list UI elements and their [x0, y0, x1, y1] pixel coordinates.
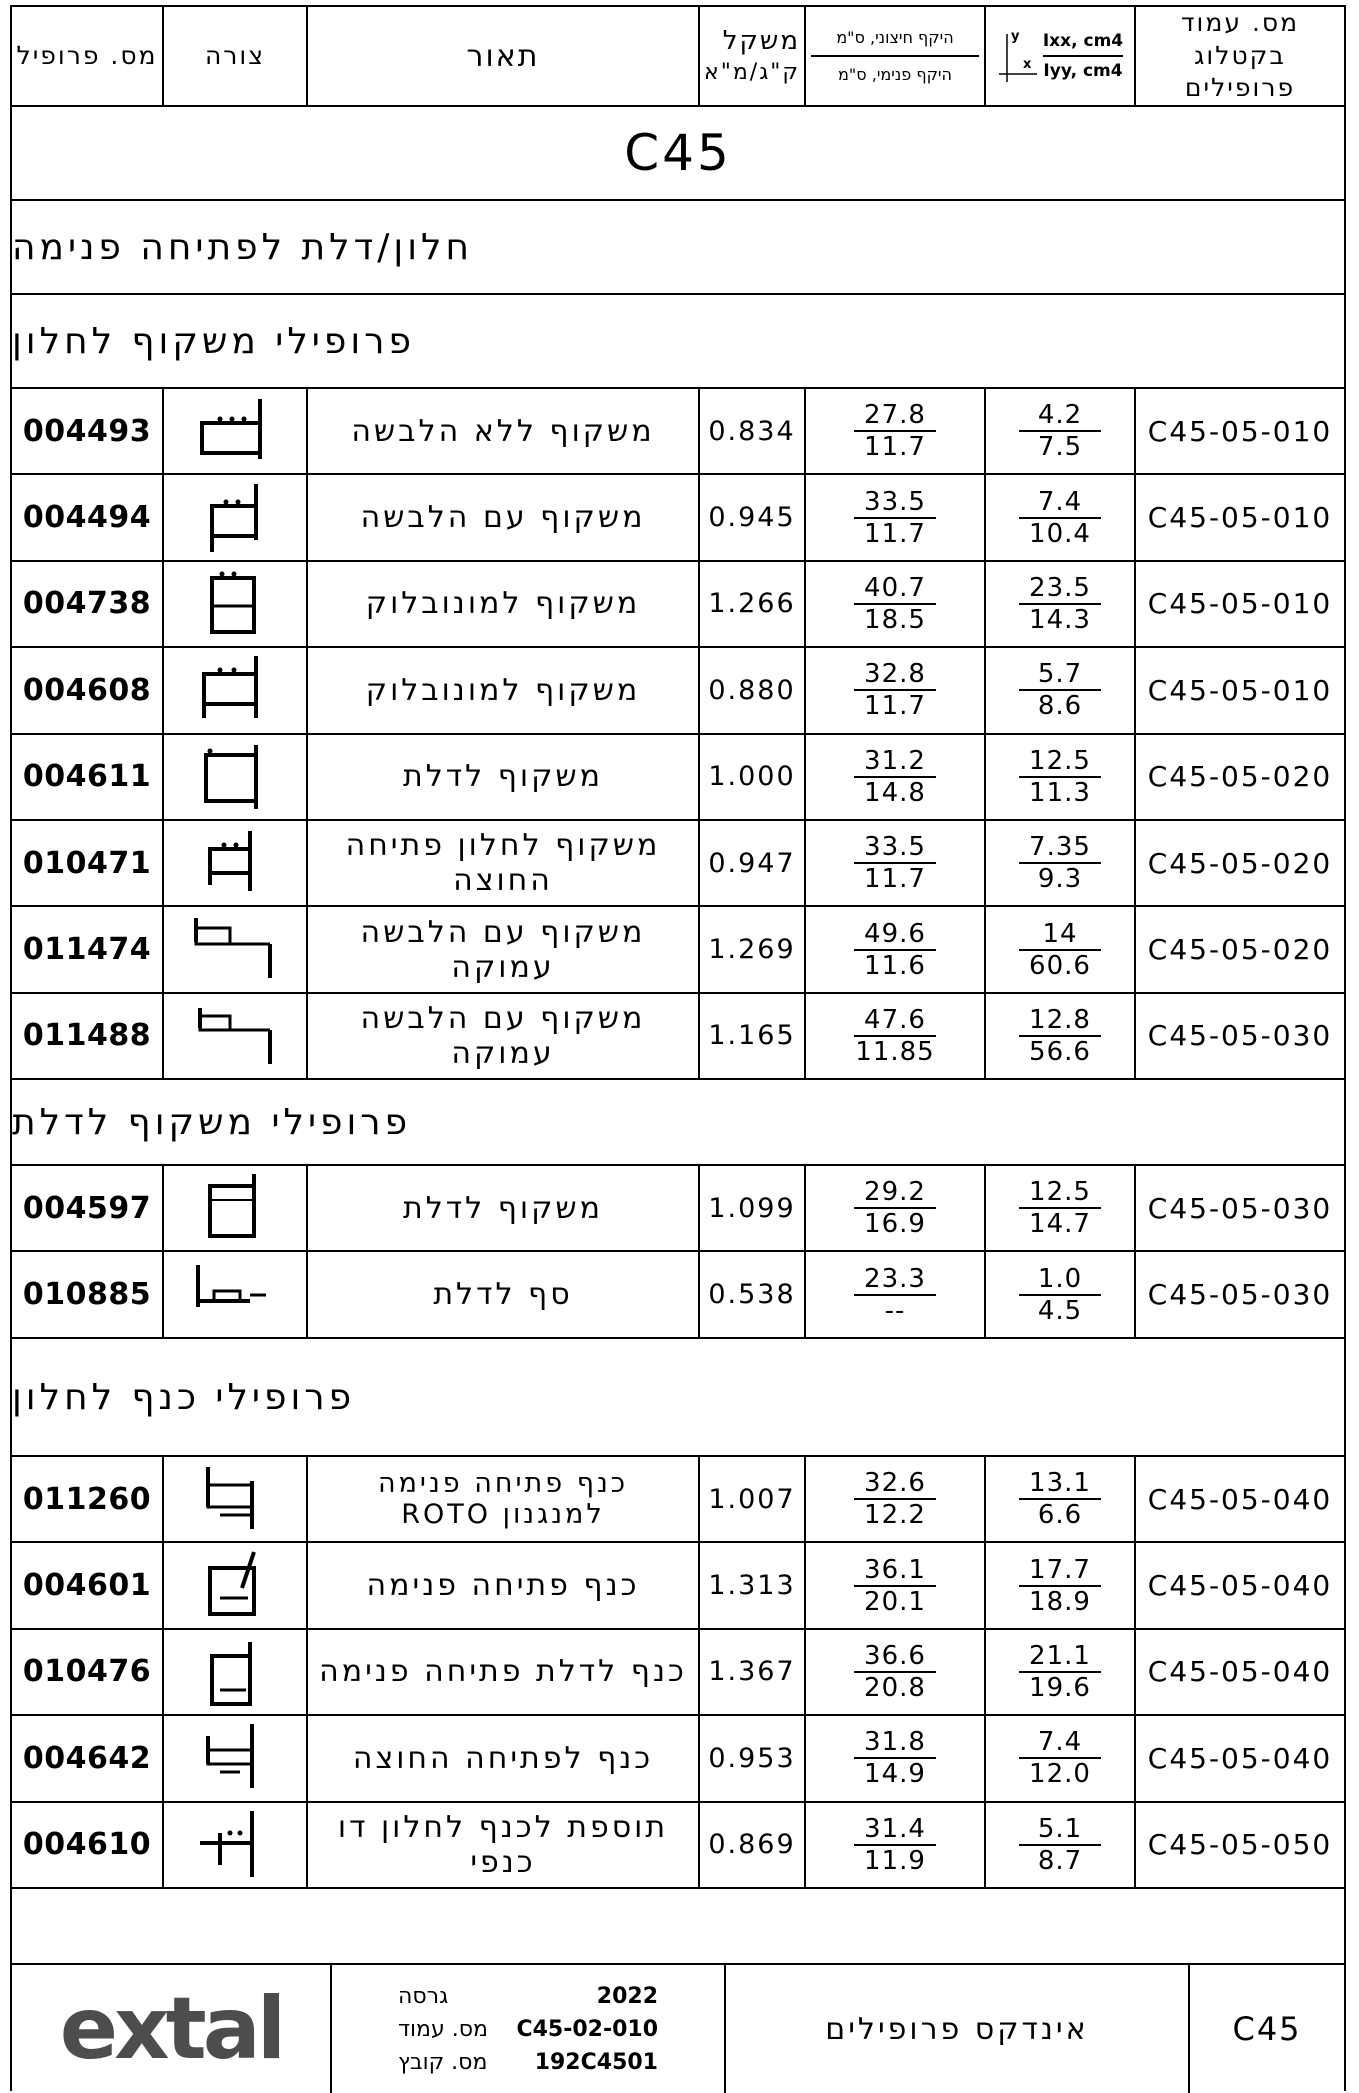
door-frame-profile-icon	[190, 739, 280, 815]
profile-description: משקוף לדלת	[306, 1166, 698, 1250]
profile-number: 004601	[22, 1568, 152, 1604]
profile-weight: 1.313	[698, 1543, 804, 1627]
catalog-page-ref: C45-05-050	[1134, 1803, 1344, 1887]
inertia-ixx: 12.5	[1019, 1179, 1101, 1209]
blank-row	[12, 1889, 1344, 1965]
profile-perimeter	[804, 821, 984, 905]
inertia-ixx: 21.1	[1019, 1643, 1101, 1673]
perimeter-outer: 23.3	[854, 1266, 936, 1296]
perimeter-outer: 31.4	[854, 1816, 936, 1846]
catalog-page-ref: C45-05-020	[1134, 735, 1344, 819]
footer-file-value: 192C4501	[534, 2049, 658, 2075]
perimeter-outer: 27.8	[854, 402, 936, 432]
table-row	[12, 389, 1344, 475]
profile-shape-cell	[162, 1166, 306, 1250]
inertia-iyy: 12.0	[1029, 1759, 1091, 1790]
profile-perimeter	[804, 1716, 984, 1800]
perimeter-inner: 11.7	[864, 691, 926, 722]
catalog-page-ref: C45-05-020	[1134, 821, 1344, 905]
catalog-page-ref: C45-05-040	[1134, 1716, 1344, 1800]
catalog-page-ref: C45-05-010	[1134, 475, 1344, 559]
footer-version-value: 2022	[596, 1983, 658, 2009]
section-title: פרופילי משקוף לחלון	[12, 320, 415, 362]
category-title: חלון/דלת לפתיחה פנימה	[12, 226, 473, 268]
profile-description: משקוף למונובלוק	[306, 648, 698, 732]
catalog-page-ref: C45-05-040	[1134, 1543, 1344, 1627]
profile-shape-cell	[162, 821, 306, 905]
profile-inertia	[984, 389, 1134, 473]
section-header-row	[12, 1339, 1344, 1457]
perimeter-inner: 20.1	[864, 1586, 926, 1617]
profile-shape-cell	[162, 1716, 306, 1800]
inertia-ixx: 14	[1019, 921, 1101, 951]
profile-number: 011474	[22, 932, 152, 968]
catalog-page-ref: C45-05-030	[1134, 994, 1344, 1078]
profile-number: 010476	[22, 1654, 152, 1690]
footer-page-label: מס. עמוד	[398, 2016, 488, 2042]
profile-weight: 0.945	[698, 475, 804, 559]
perimeter-inner: 14.9	[864, 1759, 926, 1790]
inertia-ixx: 7.4	[1019, 1729, 1101, 1759]
profile-inertia	[984, 1716, 1134, 1800]
perimeter-inner: 18.5	[864, 604, 926, 635]
profile-weight: 0.834	[698, 389, 804, 473]
sash-profile-icon	[190, 1548, 280, 1624]
inertia-iyy: 56.6	[1029, 1036, 1091, 1067]
profile-perimeter	[804, 1166, 984, 1250]
inertia-ixx: 7.35	[1019, 834, 1101, 864]
profile-number: 004610	[22, 1827, 152, 1863]
profile-description	[306, 1457, 698, 1541]
inertia-iyy: 60.6	[1029, 950, 1091, 981]
profile-number: 004608	[22, 672, 152, 708]
profile-weight: 1.269	[698, 907, 804, 991]
profile-description-line2: למנגנון ROTO	[401, 1499, 605, 1531]
section-title: פרופילי כנף לחלון	[12, 1376, 356, 1418]
door-frame-profile-icon	[190, 1170, 280, 1246]
perimeter-outer: 32.8	[854, 661, 936, 691]
perimeter-outer: 36.1	[854, 1557, 936, 1587]
profile-number: 004494	[22, 500, 152, 536]
profile-description: משקוף עם הלבשה	[306, 475, 698, 559]
table-row	[12, 994, 1344, 1080]
profile-weight: 1.266	[698, 562, 804, 646]
perimeter-outer: 33.5	[854, 834, 936, 864]
table-row	[12, 1803, 1344, 1889]
perimeter-inner: 12.2	[864, 1500, 926, 1531]
profile-inertia	[984, 648, 1134, 732]
table-row	[12, 1457, 1344, 1543]
perimeter-outer: 31.2	[854, 748, 936, 778]
perimeter-inner: 11.7	[864, 864, 926, 895]
profile-number: 011260	[22, 1481, 152, 1517]
footer-file-label: מס. קובץ	[398, 2049, 488, 2075]
inertia-iyy: 14.3	[1029, 604, 1091, 635]
perimeter-inner: 11.6	[864, 950, 926, 981]
profile-perimeter	[804, 475, 984, 559]
footer-meta	[330, 1965, 724, 2093]
inertia-ixx: 7.4	[1019, 489, 1101, 519]
profile-number: 004611	[22, 759, 152, 795]
inertia-ixx: 12.5	[1019, 748, 1101, 778]
section-header-row	[12, 295, 1344, 389]
inertia-iyy: 18.9	[1029, 1586, 1091, 1617]
catalog-page-ref: C45-05-020	[1134, 907, 1344, 991]
section-title: פרופילי משקוף לדלת	[12, 1101, 412, 1143]
perimeter-inner: 16.9	[864, 1209, 926, 1240]
header-inertia	[984, 7, 1134, 105]
outward-window-frame-profile-icon	[190, 825, 280, 901]
inertia-iyy: 9.3	[1037, 864, 1083, 895]
table-row	[12, 648, 1344, 734]
catalog-page-ref: C45-05-010	[1134, 389, 1344, 473]
extal-logo: extal	[59, 1979, 283, 2079]
perimeter-outer: 29.2	[854, 1179, 936, 1209]
inertia-iyy: 14.7	[1029, 1209, 1091, 1240]
profile-perimeter	[804, 1630, 984, 1714]
profile-weight: 1.099	[698, 1166, 804, 1250]
profile-inertia	[984, 994, 1134, 1078]
perimeter-outer: 33.5	[854, 489, 936, 519]
header-page-line2: בקטלוג פרופילים	[1184, 40, 1296, 103]
profile-description: תוספת לכנף לחלון דו כנפי	[306, 1803, 698, 1887]
header-description: תאור	[306, 7, 698, 105]
door-sash-profile-icon	[190, 1634, 280, 1710]
profile-weight: 1.007	[698, 1457, 804, 1541]
axis-y-label: y	[1010, 29, 1020, 44]
perimeter-inner: 11.85	[855, 1036, 935, 1067]
profile-description: סף לדלת	[306, 1252, 698, 1336]
footer-index-title: אינדקס פרופילים	[724, 1965, 1188, 2093]
profile-number: 004642	[22, 1740, 152, 1776]
profile-weight: 0.538	[698, 1252, 804, 1336]
profile-perimeter	[804, 1252, 984, 1336]
header-shape: צורה	[162, 7, 306, 105]
catalog-page-ref: C45-05-040	[1134, 1630, 1344, 1714]
monoblock-frame-profile-icon	[190, 652, 280, 728]
profile-weight: 1.000	[698, 735, 804, 819]
perimeter-outer: 49.6	[854, 921, 936, 951]
footer-file	[398, 2046, 658, 2079]
catalog-page-ref: C45-05-030	[1134, 1252, 1344, 1336]
profile-inertia	[984, 1630, 1134, 1714]
profile-description: כנף לדלת פתיחה פנימה	[306, 1630, 698, 1714]
profile-inertia	[984, 1252, 1134, 1336]
monoblock-frame-profile-icon	[190, 566, 280, 642]
profile-shape-cell	[162, 475, 306, 559]
profile-description: משקוף לדלת	[306, 735, 698, 819]
section-header-row	[12, 1080, 1344, 1166]
profile-shape-cell	[162, 389, 306, 473]
profile-shape-cell	[162, 735, 306, 819]
profile-number: 004597	[22, 1190, 152, 1226]
profile-number: 010471	[22, 845, 152, 881]
footer-version-label: גרסה	[398, 1983, 449, 2009]
perimeter-inner: 11.7	[864, 518, 926, 549]
footer-series: C45	[1188, 1965, 1344, 2093]
sash-profile-icon	[190, 1461, 280, 1537]
header-perimeter-inner: היקף פנימי, ס"מ	[838, 65, 952, 84]
perimeter-outer: 40.7	[854, 575, 936, 605]
profile-weight: 1.165	[698, 994, 804, 1078]
perimeter-inner: 11.9	[864, 1845, 926, 1876]
table-row	[12, 1543, 1344, 1629]
double-sash-addition-profile-icon	[190, 1807, 280, 1883]
table-row	[12, 907, 1344, 993]
footer-logo-box	[12, 1965, 330, 2093]
header-profile-no: מס. פרופיל	[16, 40, 158, 70]
profile-inertia	[984, 907, 1134, 991]
inertia-ixx: 13.1	[1019, 1470, 1101, 1500]
table-row	[12, 1716, 1344, 1802]
profile-description: משקוף עם הלבשה עמוקה	[306, 994, 698, 1078]
deep-cladding-frame-profile-icon	[190, 912, 280, 988]
profile-inertia	[984, 1166, 1134, 1250]
catalog-page-ref: C45-05-010	[1134, 648, 1344, 732]
profile-number: 004738	[22, 586, 152, 622]
table-row	[12, 475, 1344, 561]
profile-number: 010885	[22, 1277, 152, 1313]
footer-page	[398, 2013, 658, 2046]
category-row	[12, 201, 1344, 295]
profile-number: 004493	[22, 413, 152, 449]
inertia-iyy: 19.6	[1029, 1672, 1091, 1703]
table-row	[12, 821, 1344, 907]
series-title: C45	[624, 124, 732, 182]
perimeter-outer: 31.8	[854, 1729, 936, 1759]
profile-shape-cell	[162, 1630, 306, 1714]
header-catalog-page	[1134, 7, 1344, 105]
inertia-iyy: 4.5	[1037, 1295, 1083, 1326]
inertia-ixx: 17.7	[1019, 1557, 1101, 1587]
frame-with-cladding-profile-icon	[190, 480, 280, 556]
header-perimeter-outer: היקף חיצוני, ס"מ	[811, 28, 978, 57]
profile-perimeter	[804, 1543, 984, 1627]
profile-perimeter	[804, 648, 984, 732]
profile-description: משקוף ללא הלבשה	[306, 389, 698, 473]
profile-shape-cell	[162, 907, 306, 991]
profile-inertia	[984, 475, 1134, 559]
profile-description: משקוף עם הלבשה עמוקה	[306, 907, 698, 991]
footer-version	[398, 1980, 658, 2013]
profile-inertia	[984, 562, 1134, 646]
deep-cladding-frame-profile-icon	[190, 998, 280, 1074]
profile-inertia	[984, 821, 1134, 905]
profile-weight: 0.869	[698, 1803, 804, 1887]
profile-shape-cell	[162, 562, 306, 646]
profile-weight: 0.953	[698, 1716, 804, 1800]
axis-x-label: x	[1022, 57, 1032, 72]
profile-perimeter	[804, 389, 984, 473]
xy-axis-icon	[997, 26, 1039, 86]
profile-perimeter	[804, 1457, 984, 1541]
profile-shape-cell	[162, 648, 306, 732]
profile-description: משקוף למונובלוק	[306, 562, 698, 646]
inertia-ixx: 12.8	[1019, 1007, 1101, 1037]
inertia-iyy: 7.5	[1037, 432, 1083, 463]
profile-perimeter	[804, 994, 984, 1078]
profile-shape-cell	[162, 994, 306, 1078]
profile-shape-cell	[162, 1803, 306, 1887]
perimeter-inner: --	[884, 1295, 906, 1326]
profile-perimeter	[804, 1803, 984, 1887]
footer	[12, 1965, 1344, 2093]
inertia-iyy: 8.6	[1037, 691, 1083, 722]
profile-shape-cell	[162, 1252, 306, 1336]
catalog-sheet	[10, 5, 1346, 2091]
profile-weight: 0.880	[698, 648, 804, 732]
header-weight	[698, 7, 804, 105]
profile-description-line1: כנף פתיחה פנימה	[377, 1468, 629, 1500]
profile-number: 011488	[22, 1018, 152, 1054]
profile-perimeter	[804, 562, 984, 646]
perimeter-inner: 20.8	[864, 1672, 926, 1703]
profile-description: משקוף לחלון פתיחה החוצה	[306, 821, 698, 905]
profile-description: כנף פתיחה פנימה	[306, 1543, 698, 1627]
perimeter-outer: 32.6	[854, 1470, 936, 1500]
perimeter-outer: 36.6	[854, 1643, 936, 1673]
table-row	[12, 1166, 1344, 1252]
inertia-ixx: 5.7	[1019, 661, 1101, 691]
header-weight-label: משקל	[722, 25, 800, 56]
inertia-iyy: 8.7	[1037, 1845, 1083, 1876]
inertia-ixx: 1.0	[1019, 1266, 1101, 1296]
perimeter-outer: 47.6	[854, 1007, 936, 1037]
header-weight-unit: ק"ג/מ"א	[704, 59, 800, 85]
profile-inertia	[984, 1803, 1134, 1887]
catalog-page-ref: C45-05-030	[1134, 1166, 1344, 1250]
header-iyy: Iyy, cm4	[1043, 61, 1123, 81]
profile-perimeter	[804, 907, 984, 991]
profile-description: כנף לפתיחה החוצה	[306, 1716, 698, 1800]
series-title-row	[12, 107, 1344, 201]
table-row	[12, 562, 1344, 648]
profile-perimeter	[804, 735, 984, 819]
table-row	[12, 1252, 1344, 1338]
header-page-line1: מס. עמוד	[1180, 8, 1300, 38]
inertia-iyy: 6.6	[1037, 1500, 1083, 1531]
catalog-page-ref: C45-05-010	[1134, 562, 1344, 646]
perimeter-inner: 14.8	[864, 777, 926, 808]
table-row	[12, 1630, 1344, 1716]
inertia-ixx: 4.2	[1019, 402, 1101, 432]
profile-shape-cell	[162, 1457, 306, 1541]
catalog-page-ref: C45-05-040	[1134, 1457, 1344, 1541]
header-perimeter	[804, 7, 984, 105]
perimeter-inner: 11.7	[864, 432, 926, 463]
table-row	[12, 735, 1344, 821]
profile-weight: 0.947	[698, 821, 804, 905]
profile-inertia	[984, 1543, 1134, 1627]
window-frame-profile-icon	[190, 393, 280, 469]
inertia-ixx: 23.5	[1019, 575, 1101, 605]
outward-sash-profile-icon	[190, 1720, 280, 1796]
header-ixx: Ixx, cm4	[1043, 31, 1123, 57]
profile-inertia	[984, 1457, 1134, 1541]
profile-shape-cell	[162, 1543, 306, 1627]
inertia-ixx: 5.1	[1019, 1816, 1101, 1846]
door-threshold-profile-icon	[190, 1257, 280, 1333]
table-header	[12, 7, 1344, 107]
profile-weight: 1.367	[698, 1630, 804, 1714]
footer-page-value: C45-02-010	[516, 2016, 658, 2042]
profile-inertia	[984, 735, 1134, 819]
inertia-iyy: 11.3	[1029, 777, 1091, 808]
inertia-iyy: 10.4	[1029, 518, 1091, 549]
